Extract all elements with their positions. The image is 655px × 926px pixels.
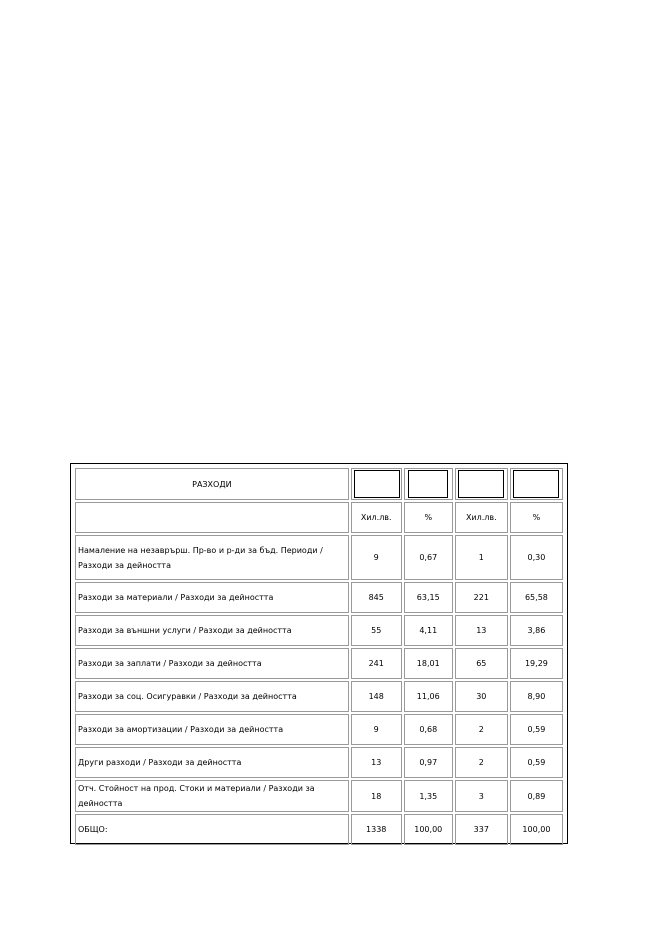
row-value-1: 241 [351, 648, 402, 679]
row-percent-2: 8,90 [510, 681, 563, 712]
row-value-2: 65 [455, 648, 508, 679]
row-percent-1: 0,68 [404, 714, 453, 745]
table-row [75, 747, 563, 778]
row-percent-2: 65,58 [510, 582, 563, 613]
row-percent-1: 0,97 [404, 747, 453, 778]
row-percent-2: 0,89 [510, 780, 563, 812]
row-percent-2: 19,29 [510, 648, 563, 679]
total-percent-1: 100,00 [404, 814, 453, 845]
total-percent-2: 100,00 [510, 814, 563, 845]
table-row [75, 535, 563, 580]
table-row [75, 681, 563, 712]
unit-cell: Хил.лв. [455, 502, 508, 533]
row-percent-2: 0,30 [510, 535, 563, 580]
header-box [458, 470, 504, 498]
total-label: ОБЩО: [75, 814, 349, 845]
total-value-2: 337 [455, 814, 508, 845]
row-percent-1: 63,15 [404, 582, 453, 613]
row-percent-2: 3,86 [510, 615, 563, 646]
row-value-1: 55 [351, 615, 402, 646]
table-title: РАЗХОДИ [75, 468, 349, 500]
row-label: Други разходи / Разходи за дейността [75, 747, 349, 778]
row-value-1: 18 [351, 780, 402, 812]
expenses-table [73, 466, 565, 847]
row-label: Разходи за амортизации / Разходи за дейността [75, 714, 349, 745]
row-label: Разходи за заплати / Разходи за дейността [75, 648, 349, 679]
row-value-2: 3 [455, 780, 508, 812]
unit-cell: % [404, 502, 453, 533]
row-value-2: 13 [455, 615, 508, 646]
header-box [408, 470, 448, 498]
row-percent-2: 0,59 [510, 714, 563, 745]
row-percent-1: 11,06 [404, 681, 453, 712]
table-row [75, 615, 563, 646]
row-value-2: 221 [455, 582, 508, 613]
units-empty-cell [75, 502, 349, 533]
total-value-1: 1338 [351, 814, 402, 845]
expenses-table-frame [70, 463, 568, 844]
row-percent-1: 4,11 [404, 615, 453, 646]
table-row [75, 648, 563, 679]
row-value-1: 9 [351, 714, 402, 745]
row-value-2: 2 [455, 714, 508, 745]
row-percent-2: 0,59 [510, 747, 563, 778]
row-percent-1: 0,67 [404, 535, 453, 580]
row-label: Разходи за соц. Осигуравки / Разходи за дейността [75, 681, 349, 712]
table-row [75, 582, 563, 613]
header-box-3 [455, 468, 508, 500]
row-percent-1: 18,01 [404, 648, 453, 679]
row-value-1: 845 [351, 582, 402, 613]
row-value-2: 1 [455, 535, 508, 580]
table-row [75, 780, 563, 812]
table-header-row [75, 468, 563, 500]
unit-cell: Хил.лв. [351, 502, 402, 533]
row-label: Разходи за материали / Разходи за дейността [75, 582, 349, 613]
header-box-1 [351, 468, 402, 500]
row-percent-1: 1,35 [404, 780, 453, 812]
row-value-1: 9 [351, 535, 402, 580]
row-value-1: 148 [351, 681, 402, 712]
row-value-1: 13 [351, 747, 402, 778]
units-row [75, 502, 563, 533]
table-row [75, 714, 563, 745]
row-label: Отч. Стойност на прод. Стоки и материали / Разходи за дейността [75, 780, 349, 812]
row-value-2: 2 [455, 747, 508, 778]
row-value-2: 30 [455, 681, 508, 712]
total-row [75, 814, 563, 845]
header-box [513, 470, 559, 498]
unit-cell: % [510, 502, 563, 533]
row-label: Разходи за външни услуги / Разходи за дейността [75, 615, 349, 646]
header-box-4 [510, 468, 563, 500]
header-box-2 [404, 468, 453, 500]
header-box [354, 470, 400, 498]
row-label: Намаление на незаврърш. Пр-во и р-ди за бъд. Периоди /Разходи за дейността [75, 535, 349, 580]
